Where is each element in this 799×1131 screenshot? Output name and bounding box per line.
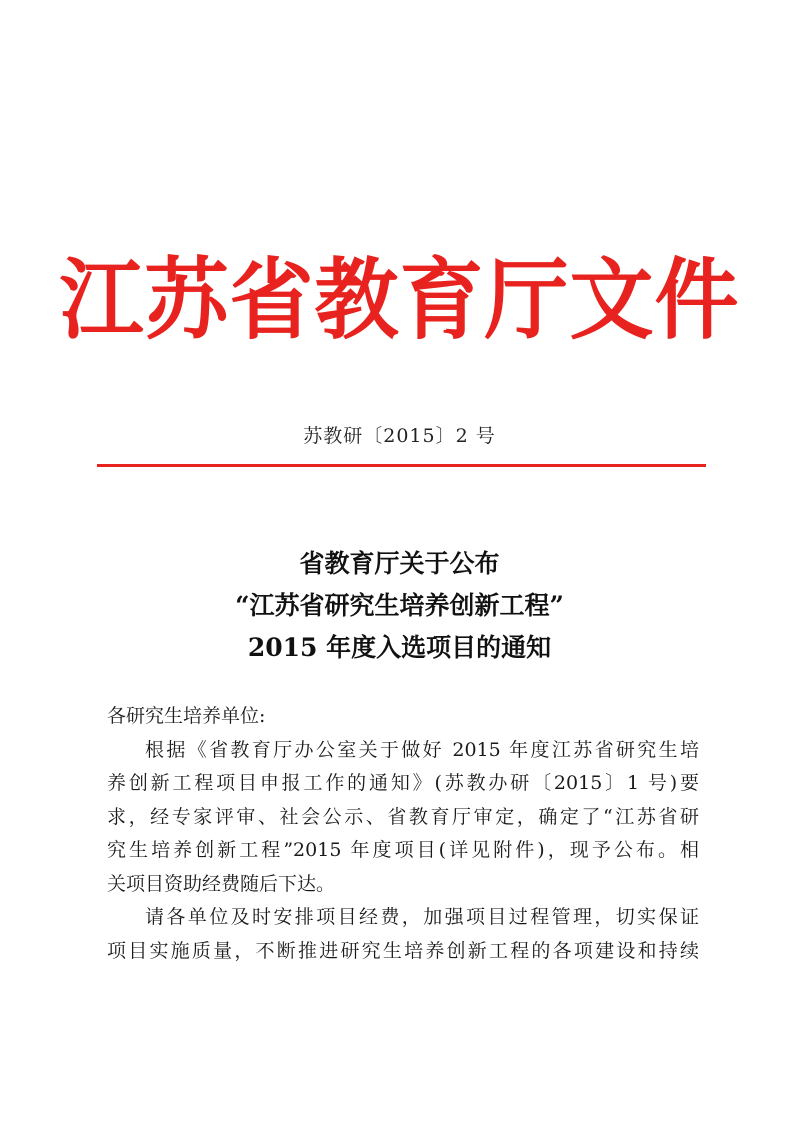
body-line-2: 养创新工程项目申报工作的通知》(苏教办研〔2015〕1 号)要: [107, 772, 699, 794]
salutation: 各研究生培养单位:: [107, 705, 266, 727]
notice-title-line-3: 2015 年度入选项目的通知: [247, 633, 552, 662]
body-line-6: 请各单位及时安排项目经费，加强项目过程管理，切实保证: [145, 906, 699, 928]
body-line-4: 究生培养创新工程”2015 年度项目(详见附件)，现予公布。相: [107, 839, 699, 861]
document-number: 苏教研〔2015〕2 号: [303, 425, 496, 447]
notice-title-line-2: “江苏省研究生培养创新工程”: [235, 591, 564, 620]
body-line-3: 求，经专家评审、社会公示、省教育厅审定，确定了“江苏省研: [107, 805, 699, 828]
body-line-5: 关项目资助经费随后下达。: [107, 872, 336, 895]
body-line-1: 根据《省教育厅办公室关于做好 2015 年度江苏省研究生培: [145, 738, 699, 761]
red-divider-line: [97, 464, 706, 467]
body-line-7: 项目实施质量，不断推进研究生培养创新工程的各项建设和持续: [107, 939, 699, 962]
masthead-title: 江苏省教育厅文件: [59, 248, 740, 352]
notice-title-line-1: 省教育厅关于公布: [299, 549, 500, 578]
notice-body: [107, 700, 699, 968]
notice-title: [60, 543, 739, 669]
